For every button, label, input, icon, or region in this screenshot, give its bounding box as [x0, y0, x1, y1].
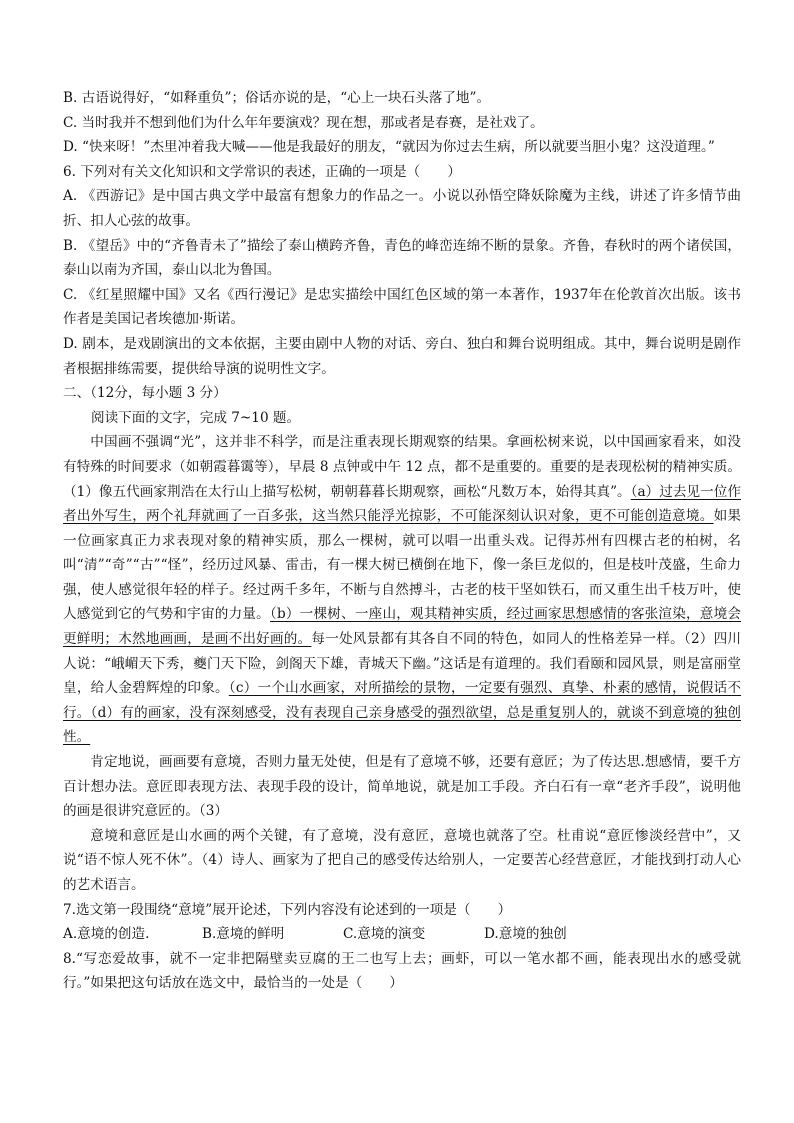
- q6-option-b: B. 《望岳》中的“齐鲁青未了”描绘了泰山横跨齐鲁，青色的峰峦连绵不断的景象。齐鲁，春秋时的两个诸侯国，泰山以南为齐国，泰山以北为鲁国。: [63, 237, 741, 279]
- section-instruction: 阅读下面的文字，完成 7~10 题。: [91, 409, 301, 426]
- q7-options: [63, 922, 741, 947]
- q5-option-c: C. 当时我并不想到他们为什么年年要演戏？现在想，那或者是春赛，是社戏了。: [63, 114, 544, 131]
- passage-paragraph-2: 肯定地说，画画要有意境，否则力量无处使，但是有了意境不够，还要有意匠；为了传达思.想感情，要千方百计想办法。意匠即表现方法、表现手段的设计，简单地说，就是加工手段。齐白石有一章“老齐手段”，说明他的画是很讲究意匠的。（3）: [63, 754, 741, 820]
- underlined-sentence-a: （a）过去见一位作者出外写生，两个礼拜就画了一百多张，这当然只能浮光掠影，不可能深刻认识对象，更不可能创造意境。: [63, 483, 741, 525]
- q5-option-d: D. “快来呀！”杰里冲着我大喊——他是我最好的朋友，“就因为你过去生病，所以就要当胆小鬼？这没道理。”: [63, 139, 715, 156]
- q7-option-a: A.意境的创造.: [63, 926, 150, 943]
- q6-stem: 6. 下列对有关文化知识和文学常识的表述，正确的一项是（ ）: [63, 163, 461, 180]
- passage-paragraph-1: [63, 430, 741, 750]
- q7-option-c: C.意境的演变: [343, 926, 426, 943]
- q6-option-d: D. 剧本，是戏剧演出的文本依据，主要由剧中人物的对话、旁白、独白和舞台说明组成。其中，舞台说明是剧作者根据排练需要，提供给导演的说明性文字。: [63, 335, 741, 377]
- underlined-sentence-cd: （c）一个山水画家，对所描绘的景物，一定要有强烈、真挚、朴素的感情，说假话不行。（d）有的画家，没有深刻感受，没有表现自己亲身感受的强烈欲望，总是重复别人的，就谈不到意境的独创性。: [63, 680, 741, 746]
- passage-text: 中国画不强调“光”，这并非不科学，而是注重表现长期观察的结果。拿画松树来说，以中国画家看来，如没有特殊的时间要求（如朝霞暮霭等），早晨 8 点钟或中午 12 点，都不是重要的。重要的是表现松树的精神实质。（1）像五代画家荆浩在太行山上描写松树，朝朝暮暮长期观察，画松“凡数万本，始得其真”。: [63, 434, 741, 500]
- underlined-sentence-b: （b）一棵树、一座山，观其精神实质，经过画家思想感情的客张渲染，意境会更鲜明；木然地画画，是画不出好画的。: [63, 606, 741, 648]
- q6-option-a: A. 《西游记》是中国古典文学中最富有想象力的作品之一。小说以孙悟空降妖除魔为主线，讲述了许多情节曲折、扣人心弦的故事。: [63, 188, 741, 229]
- q8-stem: 8.“写恋爱故事，就不一定非把隔壁卖豆腐的王二也写上去；画虾，可以一笔水都不画，能表现出水的感受就行。”如果把这句话放在选文中，最恰当的一处是（ ）: [63, 950, 741, 992]
- q7-stem: 7.选文第一段围绕“意境”展开论述，下列内容没有论述到的一项是（ ）: [63, 901, 512, 918]
- passage-text: 每一处风景都有其各自不同的特色，如同人的性格差异一样。（2）四川人说：“峨嵋天下秀，夔门天下险，剑阁天下雄，青城天下幽。”这话是有道理的。我们看颐和园风景，则是富丽堂皇，给人金碧辉煌的印象。: [63, 631, 741, 697]
- passage-text: 如果一位画家真正力求表现对象的精神实质，那么一棵树，就可以唱一出重头戏。记得苏州有四棵古老的柏树，名叫“清”“奇”“古”“怪”，经历过风暴、雷击，有一棵大树已横倒在地下，像一条巨龙似的，但是枝叶茂盛，生命力强，使人感觉很年轻的样子。经过两千多年，不断与自然搏斗，古老的枝干坚如铁石，而又重生出千枝万叶，使人感觉到它的气势和宇宙的力量。: [63, 508, 741, 623]
- q7-option-b: B.意境的鲜明: [202, 926, 285, 943]
- q7-option-d: D.意境的独创: [484, 926, 567, 943]
- q6-option-c: C. 《红星照耀中国》又名《西行漫记》是忠实描绘中国红色区域的第一本著作，1937年在伦敦首次出版。该书作者是美国记者埃德加·斯诺。: [63, 286, 741, 328]
- document-page: [63, 86, 741, 996]
- section-heading: 二、（12分，每小题 3 分）: [63, 385, 227, 402]
- passage-paragraph-3: 意境和意匠是山水画的两个关键，有了意境，没有意匠，意境也就落了空。杜甫说“意匠惨淡经营中”，又说“语不惊人死不休”。（4）诗人、画家为了把自己的感受传达给别人，一定要苦心经营意匠，才能找到打动人心的艺术语言。: [63, 827, 741, 893]
- q5-option-b: B. 古语说得好，“如释重负”；俗话亦说的是，“心上一块石头落了地”。: [63, 90, 491, 106]
